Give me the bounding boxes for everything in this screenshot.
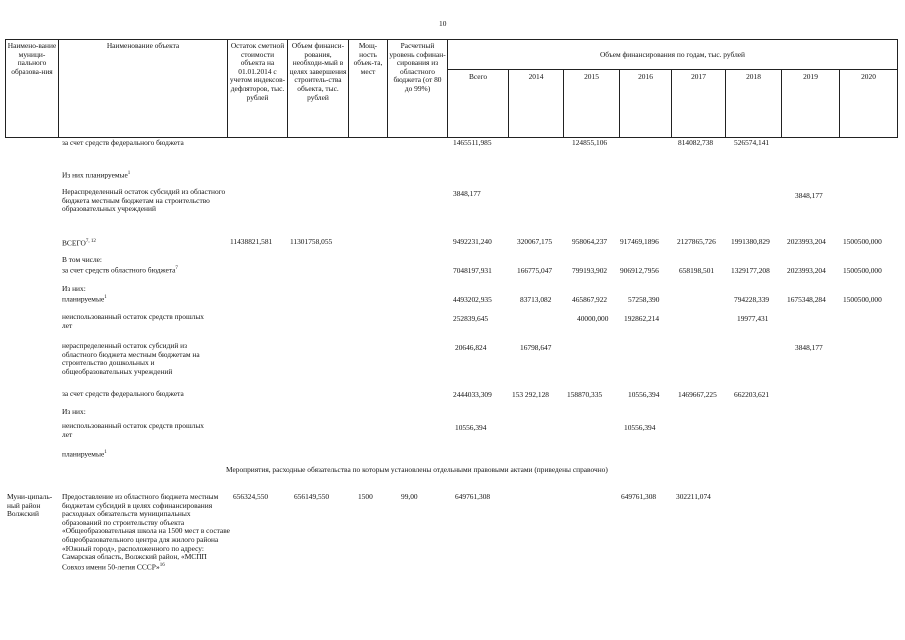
header-capacity: Мощ-ность объек-та, мест <box>353 41 383 76</box>
cell-2020: 1500500,000 <box>843 295 882 304</box>
footnote-mark: 7, 12 <box>85 239 96 244</box>
cell-2018: 662203,621 <box>734 390 770 399</box>
row-label: Из них: <box>62 407 86 416</box>
cell-2014: 83713,082 <box>520 295 552 304</box>
cell-total: 649761,308 <box>455 492 491 501</box>
cell-total: 4493202,935 <box>453 295 492 304</box>
header-year-2017: 2017 <box>691 72 706 81</box>
cell-2016: 57258,390 <box>628 295 660 304</box>
vline-4 <box>348 39 349 138</box>
cell-2016: 192862,214 <box>624 314 660 323</box>
cell-total: 2444033,309 <box>453 390 492 399</box>
cell-2014: 320067,175 <box>517 237 553 246</box>
header-year-2015: 2015 <box>584 72 599 81</box>
cell-level: 99,00 <box>401 492 418 501</box>
cell-2018: 1329177,208 <box>731 266 770 275</box>
cell-2016: 906912,7956 <box>620 266 659 275</box>
cell-2014: 153 292,128 <box>512 390 549 399</box>
object-description: Предоставление из областного бюджета местным бюджетам субсидий в целях софинансирования расходных обязательств муниципальных образований по строительству объекта «Общеобразовательная школа на 1500 мест в составе общеобразовательного центра для жилого района «Южный город», расположенного по адресу: Самарская область, Волжский район, «МСПП Совхоз имени 50-летия СССР»$^{16}$ <box>62 492 230 572</box>
cell-2018: 1991380,829 <box>731 237 770 246</box>
cell-2015: 124855,106 <box>572 138 608 147</box>
footnote-mark: 1 <box>104 450 107 455</box>
cell-volume: 656149,550 <box>294 492 330 501</box>
row-label: планируемые$^1$ <box>62 449 107 459</box>
row-label-2: за счет средств областного бюджета$^7$ <box>62 265 178 275</box>
cell-2015: 158870,335 <box>567 390 603 399</box>
row-label: за счет средств федерального бюджета <box>62 389 184 398</box>
section-title: Мероприятия, расходные обязательства по которым установлены отдельными правовыми актами (приведены справочно) <box>226 465 608 474</box>
cell-2019: 3848,177 <box>795 343 823 352</box>
cell-total: 1465511,985 <box>453 138 492 147</box>
vline-2 <box>227 39 228 138</box>
row-label-2: планируемые$^1$ <box>62 294 107 304</box>
cell-2019: 3848,177 <box>795 191 823 200</box>
cell-2020: 1500500,000 <box>843 237 882 246</box>
cell-balance: 656324,550 <box>233 492 269 501</box>
header-top-border <box>5 39 898 40</box>
vline-1 <box>58 39 59 138</box>
cell-2015: 799193,902 <box>572 266 608 275</box>
header-year-2014: 2014 <box>528 72 544 81</box>
header-year-2018: 2018 <box>746 72 761 81</box>
cell-2014: 16798,647 <box>520 343 552 352</box>
cell-total: 20646,824 <box>455 343 487 352</box>
cell-total: 10556,394 <box>455 423 487 432</box>
vline-3 <box>287 39 288 138</box>
header-balance: Остаток сметной стоимости объекта на 01.01.2014 с учетом индексов-дефляторов, тыс. рублей <box>229 41 286 102</box>
cell-2017: 814082,738 <box>678 138 714 147</box>
header-year-2020: 2020 <box>861 72 876 81</box>
cell-2020: 1500500,000 <box>843 266 882 275</box>
header-year-2019: 2019 <box>803 72 818 81</box>
header-volume: Объем финанси-рования, необходи-мый в целях завершения строитель-ства объекта, тыс. рублей <box>289 41 347 102</box>
row-label: нераспределенный остаток субсидий из областного бюджета местным бюджетам на строительство дошкольных и общеобразовательных учреждений <box>62 341 200 376</box>
cell-2016: 10556,394 <box>628 390 660 399</box>
vline-5 <box>387 39 388 138</box>
footnote-mark: 7 <box>175 266 178 271</box>
cell-2018: 526574,141 <box>734 138 770 147</box>
cell-2017: 302211,074 <box>676 492 711 501</box>
cell-volume: 11301758,055 <box>290 237 333 246</box>
footnote-mark: 1 <box>104 295 107 300</box>
row-label: Из них планируемые$^1$ <box>62 170 131 180</box>
cell-2016: 10556,394 <box>624 423 656 432</box>
footnote-mark: 16 <box>159 562 165 568</box>
cell-2019: 1675348,284 <box>787 295 826 304</box>
cell-capacity: 1500 <box>358 492 373 501</box>
row-label: ВСЕГО$^{7, 12}$ <box>62 238 96 248</box>
years-subheader-line <box>447 69 898 70</box>
row-label: за счет средств федерального бюджета <box>62 138 184 147</box>
row-label: Из них: <box>62 284 86 293</box>
header-object: Наименование объекта <box>106 41 180 50</box>
header-municipality: Наимено-вание муници-пального образова-ния <box>7 41 57 76</box>
row-label: неиспользованный остаток средств прошлых лет <box>62 421 204 439</box>
cell-2017: 2127865,726 <box>677 237 716 246</box>
cell-2019: 2023993,204 <box>787 237 826 246</box>
cell-2019: 2023993,204 <box>787 266 826 275</box>
row-label: неиспользованный остаток средств прошлых лет <box>62 312 204 330</box>
municipality-name: Муни-ципаль-ный район Волжский <box>7 492 53 519</box>
row-label: Нераспределенный остаток субсидий из областного бюджета местным бюджетам на строительство образовательных учреждений <box>62 187 226 214</box>
cell-2014: 166775,047 <box>517 266 553 275</box>
cell-total: 7048197,931 <box>453 266 492 275</box>
cell-2015: 958064,237 <box>572 237 608 246</box>
cell-balance: 11438821,581 <box>230 237 273 246</box>
cell-total: 252839,645 <box>453 314 489 323</box>
header-years-group: Объем финансирования по годам, тыс. рублей <box>599 50 746 59</box>
header-year-total: Всего <box>468 72 488 81</box>
footnote-mark: 1 <box>127 171 131 176</box>
cell-2017: 1469667,225 <box>678 390 717 399</box>
page-number: 10 <box>439 19 447 28</box>
cell-total: 3848,177 <box>453 189 481 198</box>
cell-2017: 658198,501 <box>679 266 715 275</box>
cell-2016: 917469,1896 <box>620 237 659 246</box>
row-label: В том числе: <box>62 255 102 264</box>
header-year-2016: 2016 <box>638 72 653 81</box>
cell-2018: 19977,431 <box>737 314 769 323</box>
vline-14 <box>897 39 898 138</box>
vline-0 <box>5 39 6 138</box>
cell-2016: 649761,308 <box>621 492 657 501</box>
cell-2015: 465867,922 <box>572 295 608 304</box>
header-level: Расчетный уровень софинан-сирования из областного бюджета (от 80 до 99%) <box>389 41 446 93</box>
cell-2018: 794228,339 <box>734 295 770 304</box>
cell-total: 9492231,240 <box>453 237 492 246</box>
cell-2015: 40000,000 <box>577 314 609 323</box>
